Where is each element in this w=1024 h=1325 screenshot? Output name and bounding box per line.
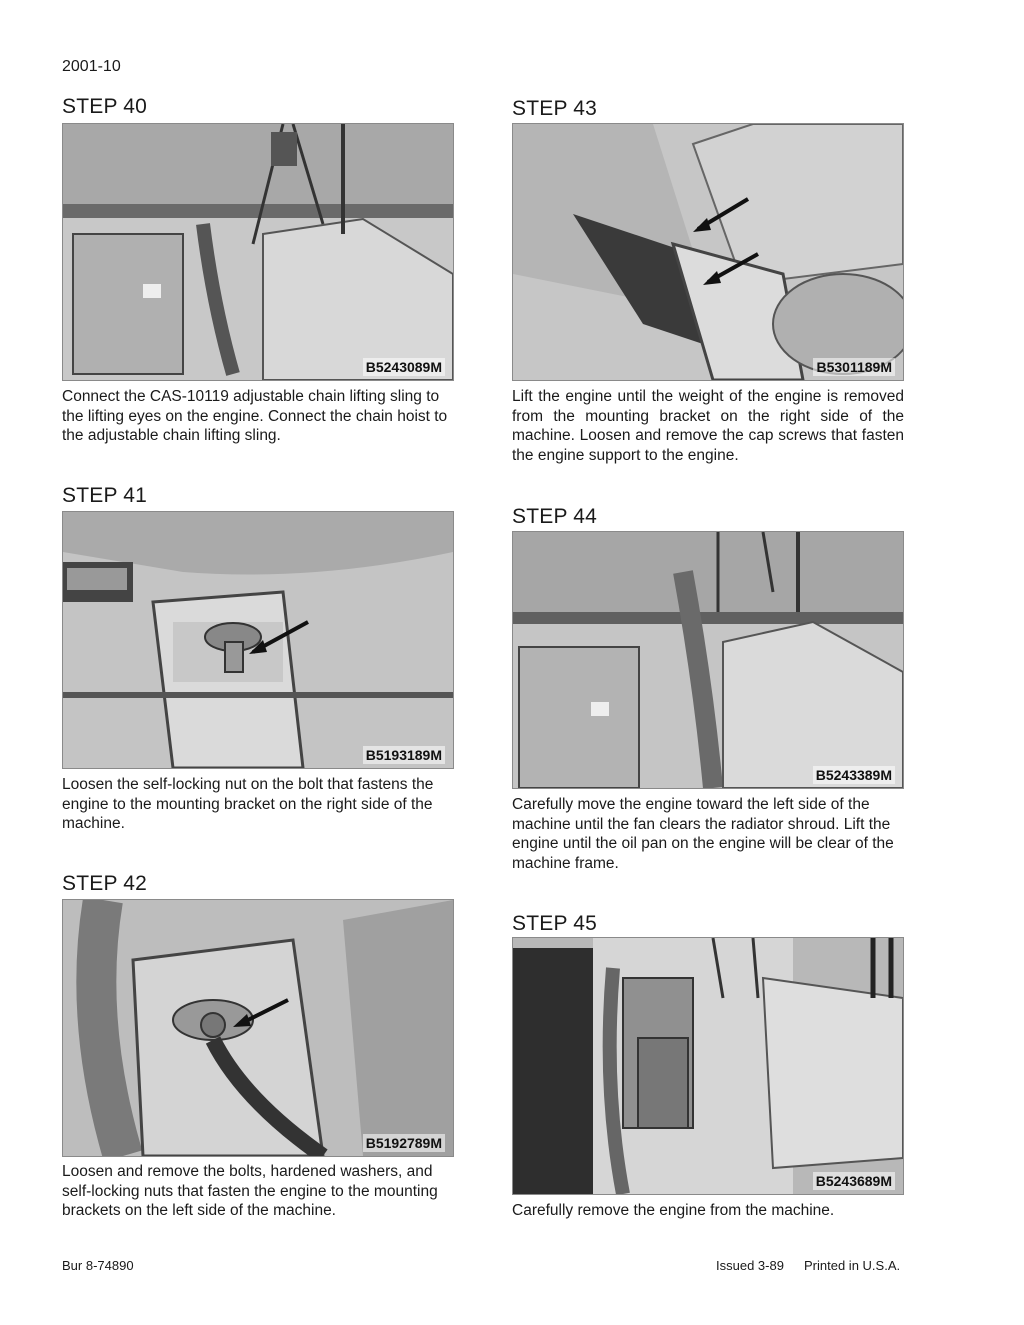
footer-doc-number: Bur 8-74890 xyxy=(62,1258,134,1273)
step-44-photo xyxy=(512,531,904,789)
step-40-caption: Connect the CAS-10119 adjustable chain lifting sling to the lifting eyes on the engine. Connect the chain hoist to the adjustable chain lifting sling. xyxy=(62,388,448,444)
step-40-photo-code: B5243089M xyxy=(363,358,445,376)
step-42-photo-code: B5192789M xyxy=(363,1134,445,1152)
step-43-caption: Lift the engine until the weight of the engine is removed from the mounting bracket on the right side of the machine. Loosen and remove the cap screws that fasten the engine support to the engine. xyxy=(512,388,904,464)
step-45-photo xyxy=(512,937,904,1195)
step-44-title: STEP 44 xyxy=(512,505,598,528)
step-45-caption: Carefully remove the engine from the machine. xyxy=(512,1202,835,1219)
step-43-title: STEP 43 xyxy=(512,97,598,120)
step-40-title: STEP 40 xyxy=(62,95,148,118)
engine-fan-clearance-illustration xyxy=(513,532,903,788)
engine-chain-sling-illustration xyxy=(63,124,453,380)
step-44-photo-code: B5243389M xyxy=(813,766,895,784)
step-42-title: STEP 42 xyxy=(62,872,148,895)
step-43-photo xyxy=(512,123,904,381)
step-45-photo-code: B5243689M xyxy=(813,1172,895,1190)
engine-support-illustration xyxy=(513,124,903,380)
left-mounting-bracket-illustration xyxy=(63,900,453,1156)
step-42-caption: Loosen and remove the bolts, hardened washers, and self-locking nuts that fasten the engine to the mounting brackets on the left side of the machine. xyxy=(62,1163,438,1219)
step-41-photo xyxy=(62,511,454,769)
footer-issued: Issued 3-89 xyxy=(716,1258,784,1273)
step-45-title: STEP 45 xyxy=(512,912,598,935)
step-44-caption: Carefully move the engine toward the left side of the machine until the fan clears the radiator shroud. Lift the engine until the oil pan on the engine will be clear of the machine frame. xyxy=(512,796,894,872)
engine-removal-illustration xyxy=(513,938,903,1194)
step-42-photo xyxy=(62,899,454,1157)
page-number: 2001-10 xyxy=(62,58,121,75)
step-41-title: STEP 41 xyxy=(62,484,148,507)
step-41-caption: Loosen the self-locking nut on the bolt that fastens the engine to the mounting bracket on the right side of the machine. xyxy=(62,776,434,832)
mounting-bracket-nut-illustration xyxy=(63,512,453,768)
footer-printed: Printed in U.S.A. xyxy=(804,1258,901,1273)
step-43-photo-code: B5301189M xyxy=(813,358,895,376)
step-41-photo-code: B5193189M xyxy=(363,746,445,764)
step-40-photo xyxy=(62,123,454,381)
